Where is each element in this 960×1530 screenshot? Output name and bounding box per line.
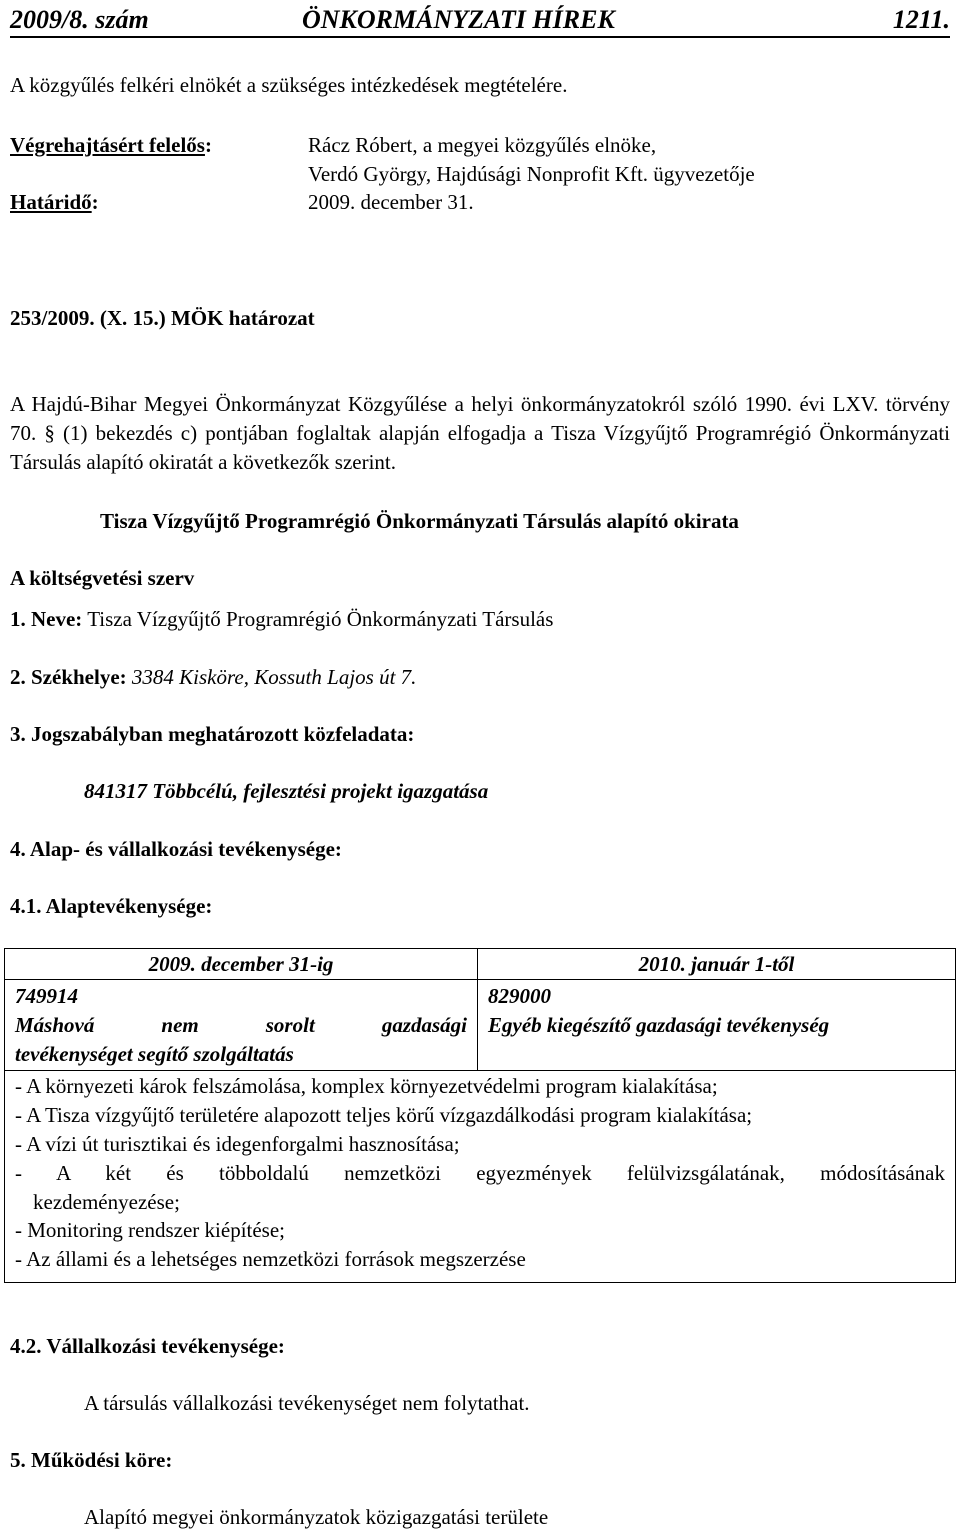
item-name: 1. Neve: Tisza Vízgyűjtő Programrégió Önkormányzati Társulás [10,607,554,631]
item-task-label: 3. Jogszabályban meghatározott közfeladata: [10,722,415,746]
scope-text: Alapító megyei önkormányzatok közigazgatási területe [84,1505,549,1529]
deadline-label: Határidő: [10,190,99,214]
responsible-line-1: Rácz Róbert, a megyei közgyűlés elnöke, [308,133,657,157]
table-list-row [5,1071,956,1283]
list-item: - A vízi út turisztikai és idegenforgalmi hasznosítása; [15,1131,460,1156]
business-label: 4.2. Vállalkozási tevékenysége: [10,1334,285,1358]
budget-org-heading: A költségvetési szerv [10,566,195,590]
col2-desc: Egyéb kiegészítő gazdasági tevékenység [488,1012,830,1037]
item-core-label: 4.1. Alaptevékenysége: [10,894,213,918]
col1-activity [5,980,478,1071]
list-item: kezdeményezése; [33,1189,180,1214]
activity-list [5,1071,956,1283]
deed-title: Tisza Vízgyűjtő Programrégió Önkormányzati Társulás alapító okirata [100,509,739,533]
table-header-row [5,949,956,980]
list-item: - A környezeti károk felszámolása, komplex környezetvédelmi program kialakítása; [15,1074,718,1099]
list-item: - A Tisza vízgyűjtő területére alapozott teljes körű vízgazdálkodási program kialakítása; [15,1103,753,1128]
item-task-value: 841317 Többcélú, fejlesztési projekt igazgatása [84,779,489,803]
responsible-line-2: Verdó György, Hajdúsági Nonprofit Kft. ügyvezetője [308,162,755,186]
intro-line: A közgyűlés felkéri elnökét a szükséges intézkedések megtételére. [10,73,568,97]
col1-desc-line2: tevékenységet segítő szolgáltatás [15,1041,294,1066]
deadline-value: 2009. december 31. [308,190,474,214]
list-item: - Az állami és a lehetséges nemzetközi források megszerzése [15,1247,526,1272]
scope-label: 5. Működési köre: [10,1448,173,1472]
business-text: A társulás vállalkozási tevékenységet nem folytathat. [84,1391,530,1415]
list-item: - A két és többoldalú nemzetközi egyezmények felülvizsgálatának, módosításának [15,1160,945,1185]
col1-code: 749914 [15,984,78,1008]
item-activity-label: 4. Alap- és vállalkozási tevékenysége: [10,837,342,861]
responsible-label: Végrehajtásért felelős: [10,133,212,157]
table-code-row [5,980,956,1071]
col2-code: 829000 [488,984,551,1008]
list-item: - Monitoring rendszer kiépítése; [15,1218,286,1243]
activity-table [4,948,956,1283]
resolution-number: 253/2009. (X. 15.) MÖK határozat [10,306,315,330]
publication-title: ÖNKORMÁNYZATI HÍREK [302,5,615,34]
page-header [10,2,950,38]
col1-desc-line1: Máshová nem sorolt gazdasági [15,1012,467,1037]
page-number: 1211. [892,5,950,34]
resolution-body: A Hajdú-Bihar Megyei Önkormányzat Közgyűlése a helyi önkormányzatokról szóló 1990. évi LXV. törvény 70. § (1) bekezdés c) pontjában foglaltak alapján elfogadja a Tisza Vízgyűjtő Programrégió Önkormányzati Társulás alapító okiratát a következők szerint. [10,392,950,474]
col2-header: 2010. január 1-től [478,949,956,980]
col1-header: 2009. december 31-ig [5,949,478,980]
col2-activity [478,980,956,1071]
issue-number: 2009/8. szám [10,5,149,34]
item-seat: 2. Székhelye: 3384 Kisköre, Kossuth Lajos út 7. [10,665,417,689]
